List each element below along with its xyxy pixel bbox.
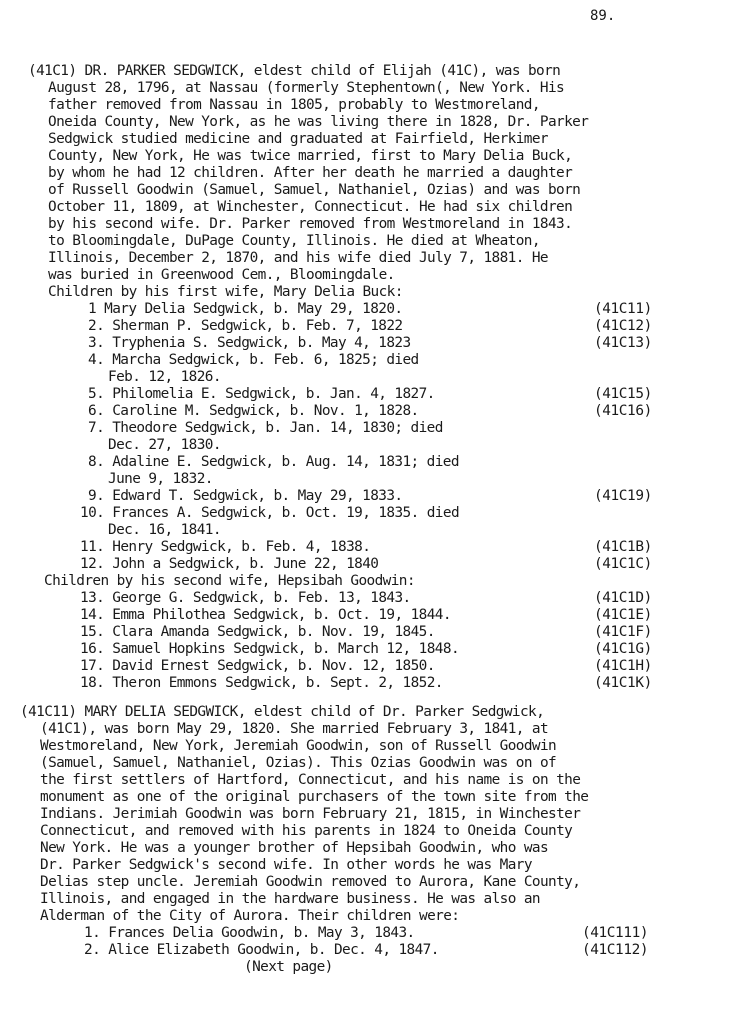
entry1-line: by his second wife. Dr. Parker removed from Westmoreland in 1843.: [48, 216, 573, 232]
child-code: (41C15): [594, 386, 652, 402]
entry2-line: Westmoreland, New York, Jeremiah Goodwin, son of Russell Goodwin: [40, 738, 557, 754]
child-code: (41C1G): [594, 641, 652, 657]
child-entry: 11. Henry Sedgwick, b. Feb. 4, 1838.: [80, 539, 371, 555]
entry2-line: Delias step uncle. Jeremiah Goodwin removed to Aurora, Kane County,: [40, 874, 581, 890]
child-code: (41C19): [594, 488, 652, 504]
child-entry: 2. Sherman P. Sedgwick, b. Feb. 7, 1822: [88, 318, 403, 334]
child-code: (41C112): [582, 942, 649, 958]
entry1-line: August 28, 1796, at Nassau (formerly Stephentown(, New York. His: [48, 80, 565, 96]
entry2-line: the first settlers of Hartford, Connecticut, and his name is on the: [40, 772, 581, 788]
entry1-line: County, New York, He was twice married, first to Mary Delia Buck,: [48, 148, 573, 164]
child-entry: 12. John a Sedgwick, b. June 22, 1840: [80, 556, 379, 572]
child-code: (41C12): [594, 318, 652, 334]
entry2-line: (41C1), was born May 29, 1820. She married February 3, 1841, at: [40, 721, 549, 737]
child-entry: 9. Edward T. Sedgwick, b. May 29, 1833.: [88, 488, 403, 504]
child-code: (41C1H): [594, 658, 652, 674]
child-code: (41C1K): [594, 675, 652, 691]
child-code: (41C1D): [594, 590, 652, 606]
entry1-line: by whom he had 12 children. After her death he married a daughter: [48, 165, 573, 181]
entry1-line: Illinois, December 2, 1870, and his wife died July 7, 1881. He: [48, 250, 548, 266]
child-code: (41C1B): [594, 539, 652, 555]
child-entry: 1. Frances Delia Goodwin, b. May 3, 1843.: [84, 925, 415, 941]
child-code: (41C16): [594, 403, 652, 419]
entry1-line: to Bloomingdale, DuPage County, Illinois. He died at Wheaton,: [48, 233, 540, 249]
entry2-line: (Samuel, Samuel, Nathaniel, Ozias). This Ozias Goodwin was on of: [40, 755, 557, 771]
child-entry-cont: Feb. 12, 1826.: [108, 369, 221, 385]
child-entry: 8. Adaline E. Sedgwick, b. Aug. 14, 1831; died: [88, 454, 459, 470]
child-entry-cont: Dec. 16, 1841.: [108, 522, 221, 538]
child-entry: 7. Theodore Sedgwick, b. Jan. 14, 1830; died: [88, 420, 443, 436]
child-code: (41C1E): [594, 607, 652, 623]
child-entry: 6. Caroline M. Sedgwick, b. Nov. 1, 1828.: [88, 403, 419, 419]
child-entry-cont: Dec. 27, 1830.: [108, 437, 221, 453]
child-code: (41C1C): [594, 556, 652, 572]
page-number: 89.: [590, 8, 616, 24]
child-entry: 14. Emma Philothea Sedgwick, b. Oct. 19, 1844.: [80, 607, 451, 623]
entry2-line: New York. He was a younger brother of Hepsibah Goodwin, who was: [40, 840, 549, 856]
entry2-line: (41C11) MARY DELIA SEDGWICK, eldest child of Dr. Parker Sedgwick,: [20, 704, 545, 720]
child-entry: 17. David Ernest Sedgwick, b. Nov. 12, 1850.: [80, 658, 435, 674]
entry1-line: father removed from Nassau in 1805, probably to Westmoreland,: [48, 97, 540, 113]
entry1-line: Oneida County, New York, as he was living there in 1828, Dr. Parker: [48, 114, 589, 130]
child-entry: 1 Mary Delia Sedgwick, b. May 29, 1820.: [88, 301, 403, 317]
child-entry: 15. Clara Amanda Sedgwick, b. Nov. 19, 1845.: [80, 624, 435, 640]
children-heading: Children by his first wife, Mary Delia Buck:: [48, 284, 403, 300]
entry2-line: Indians. Jerimiah Goodwin was born February 21, 1815, in Winchester: [40, 806, 581, 822]
child-code: (41C111): [582, 925, 649, 941]
next-page-note: (Next page): [244, 959, 333, 975]
child-entry: 10. Frances A. Sedgwick, b. Oct. 19, 1835. died: [80, 505, 460, 521]
entry2-line: Dr. Parker Sedgwick's second wife. In other words he was Mary: [40, 857, 532, 873]
entry2-line: monument as one of the original purchasers of the town site from the: [40, 789, 589, 805]
entry2-line: Alderman of the City of Aurora. Their children were:: [40, 908, 460, 924]
child-entry: 3. Tryphenia S. Sedgwick, b. May 4, 1823: [88, 335, 411, 351]
child-entry: 16. Samuel Hopkins Sedgwick, b. March 12, 1848.: [80, 641, 460, 657]
child-code: (41C11): [594, 301, 652, 317]
children-heading: Children by his second wife, Hepsibah Goodwin:: [44, 573, 415, 589]
child-entry: 2. Alice Elizabeth Goodwin, b. Dec. 4, 1847.: [84, 942, 439, 958]
entry2-line: Illinois, and engaged in the hardware business. He was also an: [40, 891, 540, 907]
child-code: (41C13): [594, 335, 652, 351]
entry2-line: Connecticut, and removed with his parents in 1824 to Oneida County: [40, 823, 573, 839]
entry1-line: of Russell Goodwin (Samuel, Samuel, Nathaniel, Ozias) and was born: [48, 182, 581, 198]
entry1-line: Sedgwick studied medicine and graduated at Fairfield, Herkimer: [48, 131, 548, 147]
child-entry: 18. Theron Emmons Sedgwick, b. Sept. 2, 1852.: [80, 675, 443, 691]
child-entry: 13. George G. Sedgwick, b. Feb. 13, 1843.: [80, 590, 411, 606]
entry1-line: was buried in Greenwood Cem., Bloomingdale.: [48, 267, 395, 283]
child-entry: 5. Philomelia E. Sedgwick, b. Jan. 4, 1827.: [88, 386, 435, 402]
child-entry: 4. Marcha Sedgwick, b. Feb. 6, 1825; died: [88, 352, 419, 368]
child-entry-cont: June 9, 1832.: [108, 471, 213, 487]
entry1-line: October 11, 1809, at Winchester, Connecticut. He had six children: [48, 199, 573, 215]
child-code: (41C1F): [594, 624, 652, 640]
entry1-line: (41C1) DR. PARKER SEDGWICK, eldest child of Elijah (41C), was born: [28, 63, 561, 79]
